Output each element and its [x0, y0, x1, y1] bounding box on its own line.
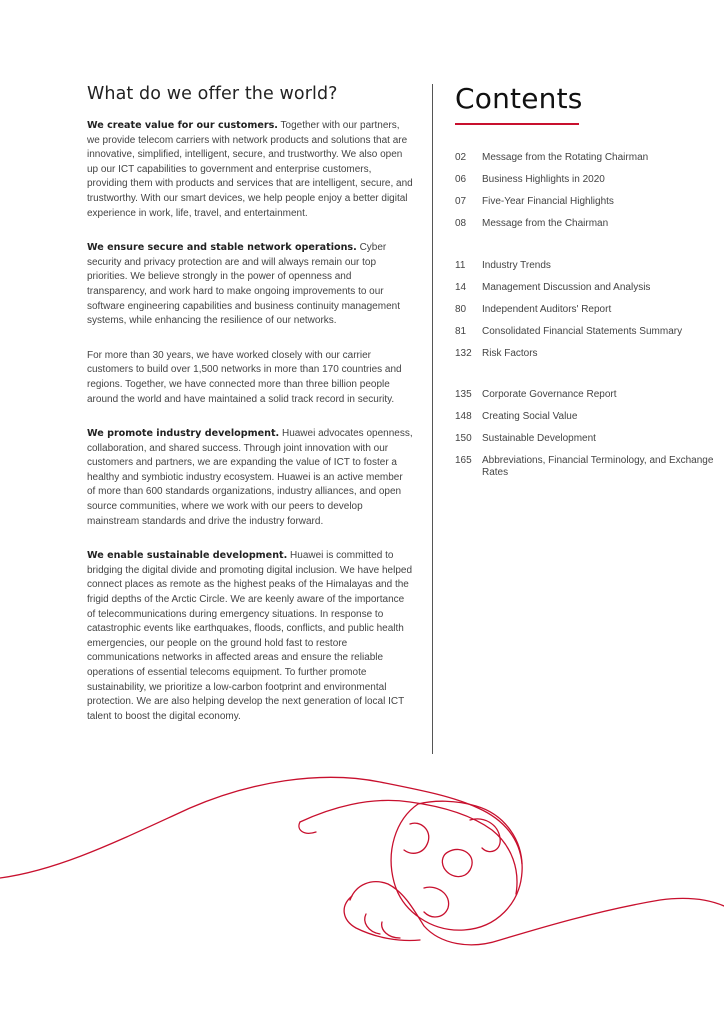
toc-page-number: 165	[455, 455, 472, 466]
toc-page-number: 08	[455, 218, 467, 229]
toc-item[interactable]	[455, 152, 715, 164]
paragraph-lead: We enable sustainable development.	[87, 550, 288, 562]
toc-page-number: 02	[455, 152, 467, 163]
toc-item-title: Sustainable Development	[482, 433, 596, 444]
offer-section	[87, 84, 413, 744]
toc-item[interactable]	[455, 282, 715, 294]
toc-item[interactable]	[455, 196, 715, 208]
toc-item-title: Business Highlights in 2020	[482, 174, 605, 185]
offer-paragraph	[87, 549, 413, 724]
toc-page-number: 150	[455, 433, 472, 444]
toc-item-title: Risk Factors	[482, 347, 538, 359]
toc-item-title: Independent Auditors' Report	[482, 303, 612, 315]
toc-group	[455, 389, 715, 478]
toc-item-title: Message from the Rotating Chairman	[482, 152, 649, 163]
palm-line	[350, 882, 724, 945]
toc-item-title: Abbreviations, Financial Terminology, and Exchange Rates	[482, 455, 714, 478]
toc-page-number: 07	[455, 196, 467, 207]
toc-item[interactable]	[455, 304, 715, 316]
offer-paragraph	[87, 241, 413, 329]
toc-group	[455, 260, 715, 360]
toc-page-number: 14	[455, 281, 467, 293]
finger-line-2	[382, 922, 400, 938]
toc-item[interactable]	[455, 260, 715, 272]
toc-item-title: Five-Year Financial Highlights	[482, 196, 614, 207]
toc-page-number: 11	[455, 259, 466, 271]
toc-item[interactable]	[455, 218, 715, 230]
toc-item[interactable]	[455, 389, 715, 401]
toc-item[interactable]	[455, 411, 715, 423]
toc-page-number: 81	[455, 325, 467, 337]
toc-page-number: 06	[455, 174, 467, 185]
toc-item[interactable]	[455, 326, 715, 338]
toc-item-title: Corporate Governance Report	[482, 389, 617, 400]
toc-page-number: 148	[455, 411, 472, 422]
paragraph-text: For more than 30 years, we have worked closely with our carrier customers to build over 1,500 networks in more than 170 countries and regions. Together, we have connected more than three billion people around the world and have maintained a solid track record in security.	[87, 349, 402, 405]
toc-item[interactable]	[455, 455, 715, 478]
toc-item[interactable]	[455, 348, 715, 360]
toc-item[interactable]	[455, 174, 715, 186]
globe-continent-1	[404, 823, 429, 853]
toc-item[interactable]	[455, 433, 715, 445]
globe-continent-2	[442, 849, 472, 876]
hand-holding-globe-illustration	[0, 760, 724, 960]
toc-item-title: Management Discussion and Analysis	[482, 281, 651, 293]
toc-list	[455, 152, 715, 478]
toc-page-number: 80	[455, 303, 467, 315]
paragraph-text: Together with our partners, we provide telecom carriers with network products and solutions that are innovative, simplified, intelligent, secure, and trustworthy. We also open up our ICT capabilities to government and enterprise customers, providing them with products and services that are intelligent, secure, and trustworthy. With our smart devices, we help people enjoy a better digital experience in work, life, travel, and entertainment.	[87, 120, 413, 219]
paragraph-lead: We promote industry development.	[87, 428, 280, 440]
column-divider	[432, 84, 433, 754]
contents-panel	[455, 82, 715, 508]
toc-item-title: Creating Social Value	[482, 411, 578, 422]
contents-title-underline	[455, 123, 579, 125]
hand-back-line	[300, 800, 517, 894]
globe-continent-3	[470, 819, 500, 852]
paragraph-lead: We ensure secure and stable network operations.	[87, 242, 357, 254]
toc-page-number: 132	[455, 347, 472, 359]
paragraph-text: Huawei advocates openness, collaboration, and shared success. Through joint innovation with our customers and partners, we are expanding the value of ICT to foster a healthy and symbiotic industry ecosystem. Huawei is an active member of more than 600 standards organizations, industry alliances, and open source communities, where we work with our peers to develop mainstream standards and drive the industry forward.	[87, 428, 413, 527]
toc-item-title: Message from the Chairman	[482, 218, 609, 229]
paragraph-text: Huawei is committed to bridging the digital divide and promoting digital inclusion. We have helped connect places as remote as the highest peaks of the Himalayas and the frigid depths of the Arctic Circle. We are keenly aware of the importance of telecommunications during emergency situations. In response to catastrophic events like earthquakes, floods, conflicts, and public health emergencies, our people on the ground hold fast to restore communications networks in affected areas and ensure the reliable operations of essential telecoms equipment. To further promote sustainability, we prioritize a low-carbon footprint and environmental protection. We are also helping develop the next generation of local ICT talent to boost the digital economy.	[87, 550, 413, 722]
offer-heading: What do we offer the world?	[87, 84, 338, 104]
paragraph-lead: We create value for our customers.	[87, 120, 278, 131]
globe-outline	[391, 801, 522, 930]
offer-paragraph	[87, 119, 413, 221]
globe-continent-4	[424, 887, 449, 917]
offer-paragraph	[87, 349, 413, 407]
toc-item-title: Industry Trends	[482, 259, 551, 271]
offer-paragraph	[87, 427, 413, 529]
paragraph-text: Cyber security and privacy protection are and will always remain our top priorities. We believe strongly in the power of openness and transparency, and work hard to make ongoing improvements to our software engineering capabilities and business continuity management systems, while enhancing the resilience of our networks.	[87, 242, 400, 327]
contents-title: Contents	[455, 82, 583, 115]
finger-line-1	[365, 914, 380, 934]
offer-paragraphs	[87, 119, 413, 724]
toc-item-title: Consolidated Financial Statements Summary	[482, 325, 683, 337]
toc-group	[455, 152, 715, 230]
toc-page-number: 135	[455, 389, 472, 400]
cuff-line	[299, 822, 316, 833]
arm-line-left	[0, 777, 522, 878]
